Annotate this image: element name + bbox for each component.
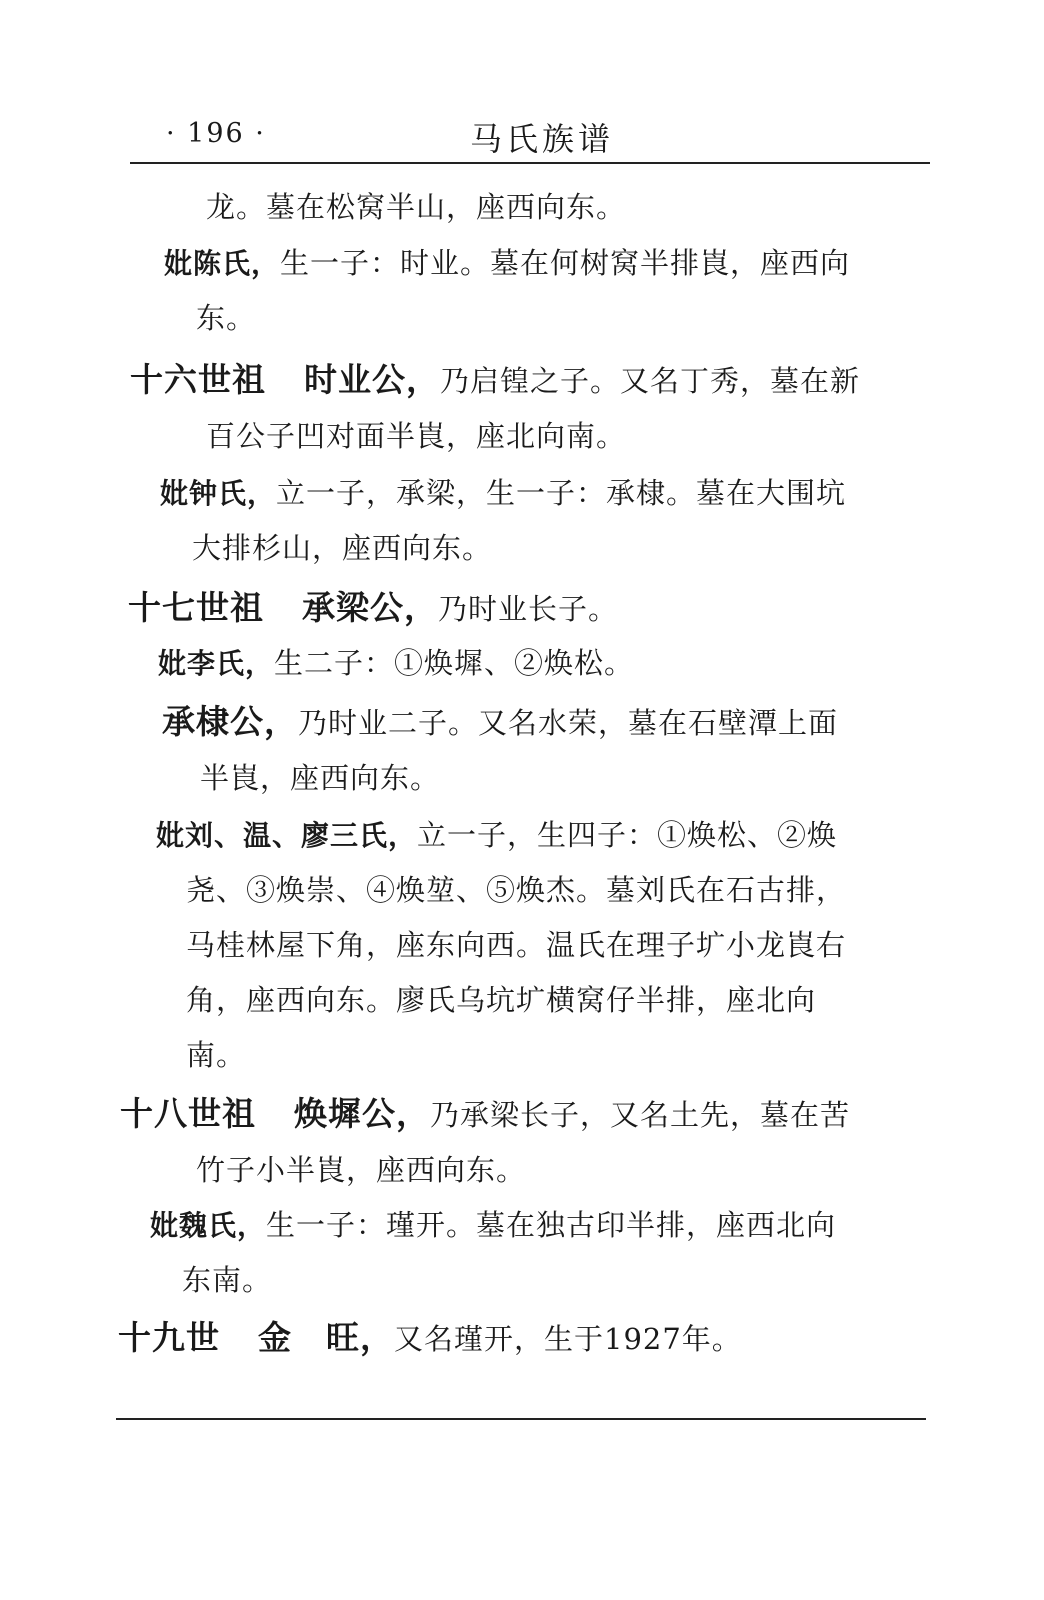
ancestor-name: 承梁公，	[302, 588, 438, 627]
entry-line: 立一子，生四子：①焕松、②焕	[417, 818, 838, 852]
footer-rule	[116, 1418, 926, 1420]
page-number: · 196 ·	[166, 118, 266, 149]
ancestor-name: 承棣公，	[162, 702, 298, 741]
entry-generation-16	[130, 352, 860, 464]
entry-ancestor-chengdi	[162, 694, 838, 806]
entry-line: 大排杉山，座西向东。	[192, 531, 493, 565]
entry-line: 东南。	[182, 1263, 273, 1297]
spouse-name: 妣钟氏，	[160, 477, 277, 510]
generation-label: 十七世祖	[128, 588, 264, 627]
entry-line: 南。	[186, 1038, 247, 1072]
entry-continuation	[206, 180, 626, 235]
entry-line: 尧、③焕崇、④焕堃、⑤焕杰。墓刘氏在石古排，	[186, 873, 847, 907]
entry-generation-19	[118, 1310, 742, 1367]
entry-line: 马桂林屋下角，座东向西。温氏在理子圹小龙崀右	[186, 928, 847, 962]
entry-spouse-liu-wen-liao	[156, 808, 846, 1083]
entry-line: 半崀，座西向东。	[200, 761, 441, 795]
entry-line: 乃启锽之子。又名丁秀，墓在新	[440, 364, 861, 398]
spouse-name: 妣魏氏，	[150, 1209, 267, 1242]
entry-line: 百公子凹对面半崀，座北向南。	[206, 419, 627, 453]
spouse-name: 妣刘、温、廖三氏，	[156, 819, 418, 852]
entry-line: 龙。墓在松窝半山，座西向东。	[206, 190, 627, 224]
entry-generation-17	[128, 580, 618, 637]
entry-line: 生一子：瑾开。墓在独古印半排，座西北向	[266, 1208, 837, 1242]
spouse-name: 妣李氏，	[158, 647, 275, 680]
ancestor-name: 焕墀公，	[294, 1094, 430, 1133]
entry-generation-18	[120, 1086, 850, 1198]
entry-line: 生一子：时业。墓在何树窝半排崀，座西向	[280, 246, 851, 280]
entry-line: 东。	[196, 301, 257, 335]
entry-line: 角，座西向东。廖氏乌坑圹横窝仔半排，座北向	[186, 983, 817, 1017]
entry-line: 立一子，承梁，生一子：承棣。墓在大围坑	[276, 476, 847, 510]
entry-spouse-chen	[164, 236, 850, 346]
generation-label: 十八世祖	[120, 1094, 256, 1133]
ancestor-name: 金 旺，	[258, 1318, 394, 1357]
generation-label: 十六世祖	[130, 360, 266, 399]
entry-line: 乃时业二子。又名水荣，墓在石壁潭上面	[298, 706, 839, 740]
entry-line: 竹子小半崀，座西向东。	[196, 1153, 527, 1187]
entry-line: 乃承梁长子，又名土先，墓在苦	[430, 1098, 851, 1132]
entry-line: 乃时业长子。	[438, 592, 619, 626]
entry-spouse-li	[158, 636, 634, 691]
entry-line: 又名瑾开，生于1927年。	[394, 1322, 742, 1356]
ancestor-name: 时业公，	[304, 360, 440, 399]
entry-spouse-wei	[150, 1198, 836, 1308]
entry-line: 生二子：①焕墀、②焕松。	[274, 646, 635, 680]
spouse-name: 妣陈氏，	[164, 247, 281, 280]
entry-spouse-zhong	[160, 466, 846, 576]
header-rule	[130, 162, 930, 164]
header-title: 马氏族谱	[470, 120, 615, 158]
generation-label: 十九世	[118, 1318, 220, 1357]
